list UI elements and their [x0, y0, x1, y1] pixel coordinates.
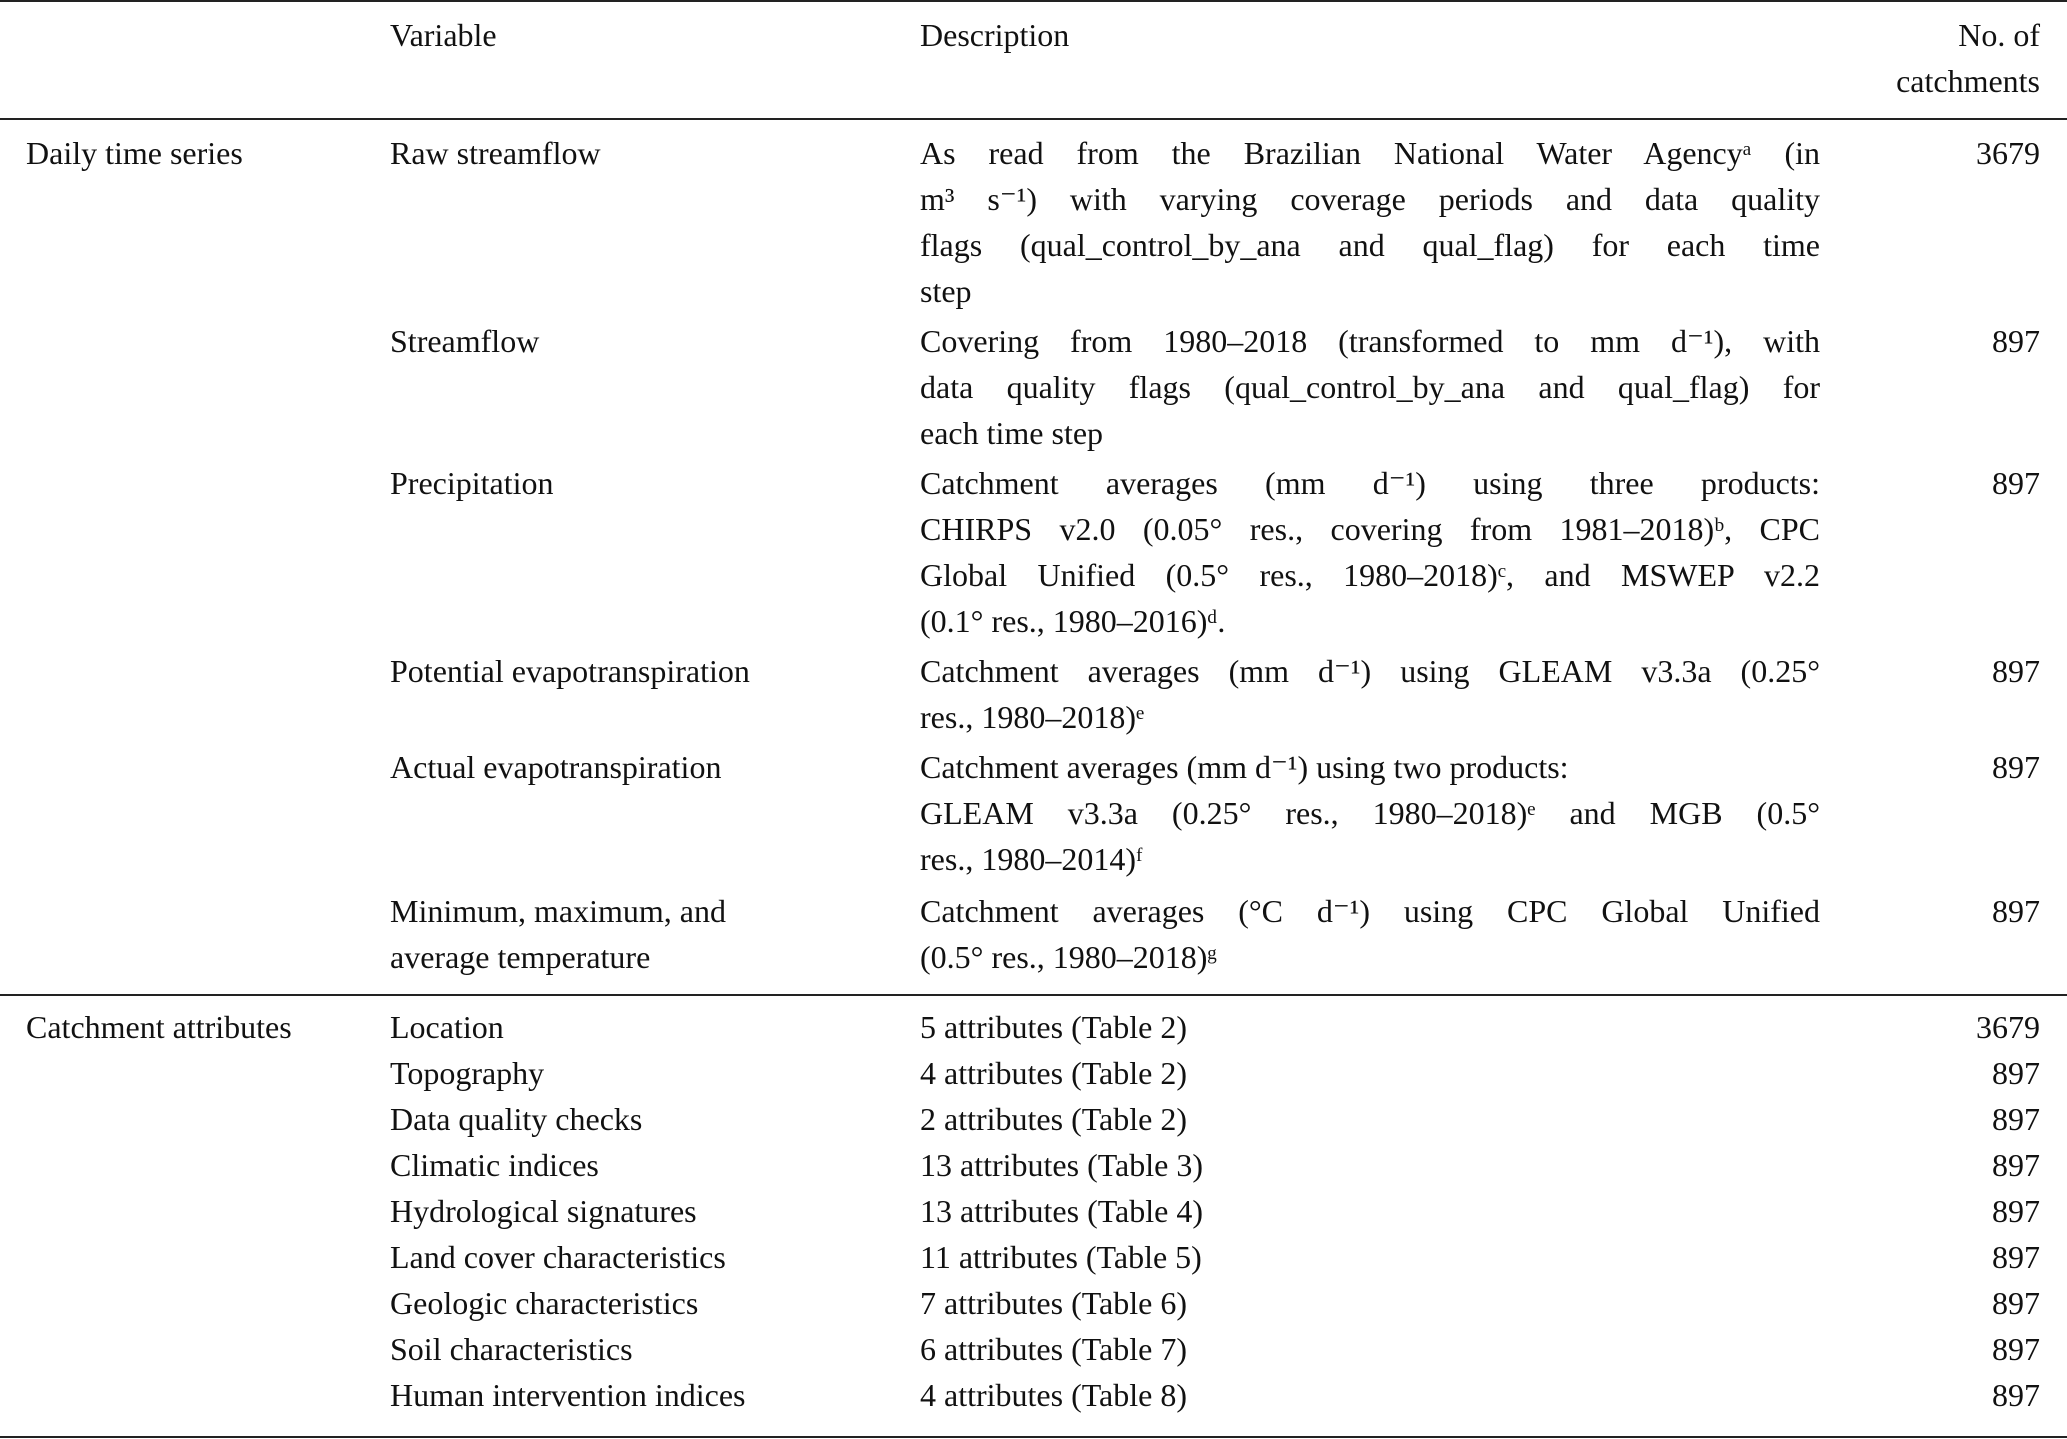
- count-cell: 897: [1992, 323, 2040, 359]
- description-cell: 2 attributes (Table 2): [920, 1101, 1187, 1137]
- bottom-rule: [0, 1436, 2067, 1438]
- description-cell: 6 attributes (Table 7): [920, 1331, 1187, 1367]
- group-label: Catchment attributes: [26, 1009, 292, 1045]
- description-line: Covering from 1980–2018 (transformed to mm d⁻¹), with: [920, 323, 1820, 359]
- variable-cell: Human intervention indices: [390, 1377, 746, 1413]
- count-cell: 3679: [1976, 135, 2040, 171]
- count-cell: 897: [1992, 1147, 2040, 1183]
- description-cell: [920, 318, 1820, 456]
- count-cell: 897: [1992, 1331, 2040, 1367]
- description-line: (0.1° res., 1980–2016)ᵈ.: [920, 603, 1226, 639]
- variable-cell: Actual evapotranspiration: [390, 749, 722, 785]
- count-cell: 897: [1992, 1285, 2040, 1321]
- header-description: Description: [920, 17, 1070, 53]
- variable-cell: Raw streamflow: [390, 135, 601, 171]
- variable-cell: Location: [390, 1009, 504, 1045]
- description-cell: 7 attributes (Table 6): [920, 1285, 1187, 1321]
- count-cell: 897: [1992, 1193, 2040, 1229]
- description-line: Catchment averages (mm d⁻¹) using two products:: [920, 749, 1569, 785]
- description-line: res., 1980–2014)ᶠ: [920, 841, 1143, 877]
- description-line: flags (qual_control_by_ana and qual_flag) for each time: [920, 227, 1820, 263]
- description-cell: 13 attributes (Table 4): [920, 1193, 1203, 1229]
- description-line: As read from the Brazilian National Water Agencyᵃ (in: [920, 135, 1820, 171]
- variable-cell: Climatic indices: [390, 1147, 599, 1183]
- description-line: CHIRPS v2.0 (0.05° res., covering from 1981–2018)ᵇ, CPC: [920, 511, 1820, 547]
- variable-line: Minimum, maximum, and: [390, 893, 726, 929]
- description-line: res., 1980–2018)ᵉ: [920, 699, 1145, 735]
- description-cell: 4 attributes (Table 2): [920, 1055, 1187, 1091]
- description-cell: 4 attributes (Table 8): [920, 1377, 1187, 1413]
- header-variable: Variable: [390, 17, 497, 53]
- description-cell: [920, 460, 1820, 644]
- variable-cell: Potential evapotranspiration: [390, 653, 750, 689]
- count-cell: 897: [1992, 893, 2040, 929]
- count-cell: 897: [1992, 1239, 2040, 1275]
- description-line: GLEAM v3.3a (0.25° res., 1980–2018)ᵉ and MGB (0.5°: [920, 795, 1820, 831]
- header-count-line1: No. of: [1958, 17, 2040, 53]
- description-cell: [920, 648, 1820, 740]
- description-line: step: [920, 273, 972, 309]
- variable-cell: Topography: [390, 1055, 545, 1091]
- variable-cell: Land cover characteristics: [390, 1239, 726, 1275]
- description-cell: [920, 744, 1820, 882]
- count-cell: 897: [1992, 1055, 2040, 1091]
- description-cell: 13 attributes (Table 3): [920, 1147, 1203, 1183]
- variable-cell: Geologic characteristics: [390, 1285, 699, 1321]
- count-cell: 897: [1992, 1101, 2040, 1137]
- description-line: (0.5° res., 1980–2018)ᵍ: [920, 939, 1218, 975]
- variable-cell: [390, 888, 890, 980]
- header-count-line2: catchments: [1896, 63, 2040, 99]
- description-line: Catchment averages (°C d⁻¹) using CPC Global Unified: [920, 893, 1820, 929]
- group-divider-rule: [0, 994, 2067, 996]
- description-cell: [920, 888, 1820, 980]
- variable-cell: Data quality checks: [390, 1101, 643, 1137]
- count-cell: 3679: [1976, 1009, 2040, 1045]
- header-count: [1840, 12, 2040, 104]
- group-label: Daily time series: [26, 135, 243, 171]
- variable-line: average temperature: [390, 939, 651, 975]
- description-line: Catchment averages (mm d⁻¹) using GLEAM v3.3a (0.25°: [920, 653, 1820, 689]
- count-cell: 897: [1992, 749, 2040, 785]
- description-cell: 5 attributes (Table 2): [920, 1009, 1187, 1045]
- description-cell: 11 attributes (Table 5): [920, 1239, 1202, 1275]
- description-line: Catchment averages (mm d⁻¹) using three products:: [920, 465, 1820, 501]
- count-cell: 897: [1992, 653, 2040, 689]
- description-cell: [920, 130, 1820, 314]
- description-line: each time step: [920, 415, 1104, 451]
- top-rule: [0, 0, 2067, 2]
- variable-cell: Precipitation: [390, 465, 554, 501]
- count-cell: 897: [1992, 465, 2040, 501]
- variable-cell: Soil characteristics: [390, 1331, 633, 1367]
- description-line: Global Unified (0.5° res., 1980–2018)ᶜ, and MSWEP v2.2: [920, 557, 1820, 593]
- header-rule: [0, 118, 2067, 120]
- variable-cell: Streamflow: [390, 323, 540, 359]
- variable-cell: Hydrological signatures: [390, 1193, 697, 1229]
- description-line: data quality flags (qual_control_by_ana and qual_flag) for: [920, 369, 1820, 405]
- description-line: m³ s⁻¹) with varying coverage periods and data quality: [920, 181, 1820, 217]
- count-cell: 897: [1992, 1377, 2040, 1413]
